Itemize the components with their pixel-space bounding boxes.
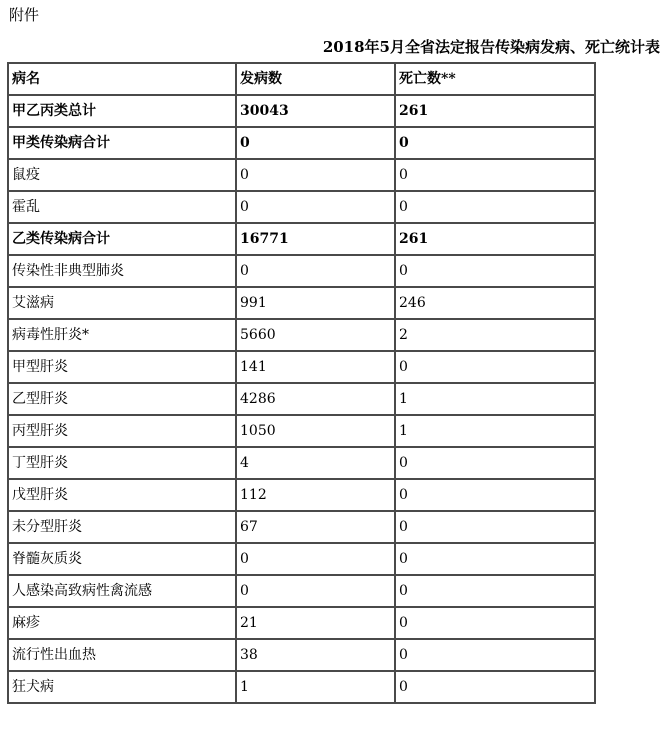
disease-name-cell: 传染性非典型肺炎 — [8, 255, 236, 287]
cases-cell: 0 — [236, 159, 395, 191]
table-row — [8, 447, 595, 479]
cases-cell: 112 — [236, 479, 395, 511]
header-deaths: 死亡数** — [395, 63, 595, 95]
disease-name-cell: 戊型肝炎 — [8, 479, 236, 511]
cases-cell: 0 — [236, 543, 395, 575]
disease-name-cell: 霍乱 — [8, 191, 236, 223]
disease-name-cell: 甲型肝炎 — [8, 351, 236, 383]
cases-cell: 0 — [236, 575, 395, 607]
cases-cell: 0 — [236, 191, 395, 223]
deaths-cell: 0 — [395, 511, 595, 543]
cases-cell: 141 — [236, 351, 395, 383]
table-row — [8, 95, 595, 127]
cases-cell: 4286 — [236, 383, 395, 415]
page-title: 2018年5月全省法定报告传染病发病、死亡统计表 — [322, 38, 660, 56]
table-row — [8, 575, 595, 607]
deaths-cell: 0 — [395, 159, 595, 191]
deaths-cell: 0 — [395, 639, 595, 671]
cases-cell: 0 — [236, 127, 395, 159]
table-row — [8, 511, 595, 543]
deaths-cell: 261 — [395, 95, 595, 127]
table-row — [8, 127, 595, 159]
table-row — [8, 223, 595, 255]
deaths-cell: 2 — [395, 319, 595, 351]
cases-cell: 21 — [236, 607, 395, 639]
disease-name-cell: 丁型肝炎 — [8, 447, 236, 479]
cases-cell: 16771 — [236, 223, 395, 255]
table-row — [8, 287, 595, 319]
disease-name-cell: 麻疹 — [8, 607, 236, 639]
disease-name-cell: 流行性出血热 — [8, 639, 236, 671]
deaths-cell: 246 — [395, 287, 595, 319]
table-row — [8, 351, 595, 383]
statistics-table — [7, 62, 596, 704]
table-header-row — [8, 63, 595, 95]
disease-name-cell: 乙型肝炎 — [8, 383, 236, 415]
table-row — [8, 639, 595, 671]
table-row — [8, 255, 595, 287]
deaths-cell: 0 — [395, 255, 595, 287]
deaths-cell: 0 — [395, 671, 595, 703]
header-cases: 发病数 — [236, 63, 395, 95]
header-disease-name: 病名 — [8, 63, 236, 95]
disease-name-cell: 乙类传染病合计 — [8, 223, 236, 255]
disease-name-cell: 人感染高致病性禽流感 — [8, 575, 236, 607]
deaths-cell: 261 — [395, 223, 595, 255]
deaths-cell: 0 — [395, 543, 595, 575]
disease-name-cell: 病毒性肝炎* — [8, 319, 236, 351]
cases-cell: 30043 — [236, 95, 395, 127]
table-row — [8, 607, 595, 639]
table-row — [8, 319, 595, 351]
cases-cell: 67 — [236, 511, 395, 543]
deaths-cell: 0 — [395, 191, 595, 223]
disease-name-cell: 丙型肝炎 — [8, 415, 236, 447]
cases-cell: 0 — [236, 255, 395, 287]
table-row — [8, 383, 595, 415]
disease-name-cell: 甲乙丙类总计 — [8, 95, 236, 127]
disease-name-cell: 未分型肝炎 — [8, 511, 236, 543]
disease-name-cell: 鼠疫 — [8, 159, 236, 191]
deaths-cell: 0 — [395, 447, 595, 479]
deaths-cell: 0 — [395, 607, 595, 639]
deaths-cell: 1 — [395, 383, 595, 415]
cases-cell: 5660 — [236, 319, 395, 351]
cases-cell: 1050 — [236, 415, 395, 447]
disease-name-cell: 甲类传染病合计 — [8, 127, 236, 159]
cases-cell: 4 — [236, 447, 395, 479]
deaths-cell: 0 — [395, 351, 595, 383]
deaths-cell: 1 — [395, 415, 595, 447]
deaths-cell: 0 — [395, 479, 595, 511]
disease-name-cell: 狂犬病 — [8, 671, 236, 703]
table-row — [8, 479, 595, 511]
table-row — [8, 415, 595, 447]
table-row — [8, 159, 595, 191]
attachment-label: 附件 — [9, 6, 40, 24]
deaths-cell: 0 — [395, 127, 595, 159]
table-row — [8, 671, 595, 703]
cases-cell: 1 — [236, 671, 395, 703]
table-row — [8, 191, 595, 223]
deaths-cell: 0 — [395, 575, 595, 607]
table-row — [8, 543, 595, 575]
cases-cell: 38 — [236, 639, 395, 671]
cases-cell: 991 — [236, 287, 395, 319]
table-body — [8, 63, 595, 703]
disease-name-cell: 脊髓灰质炎 — [8, 543, 236, 575]
disease-name-cell: 艾滋病 — [8, 287, 236, 319]
